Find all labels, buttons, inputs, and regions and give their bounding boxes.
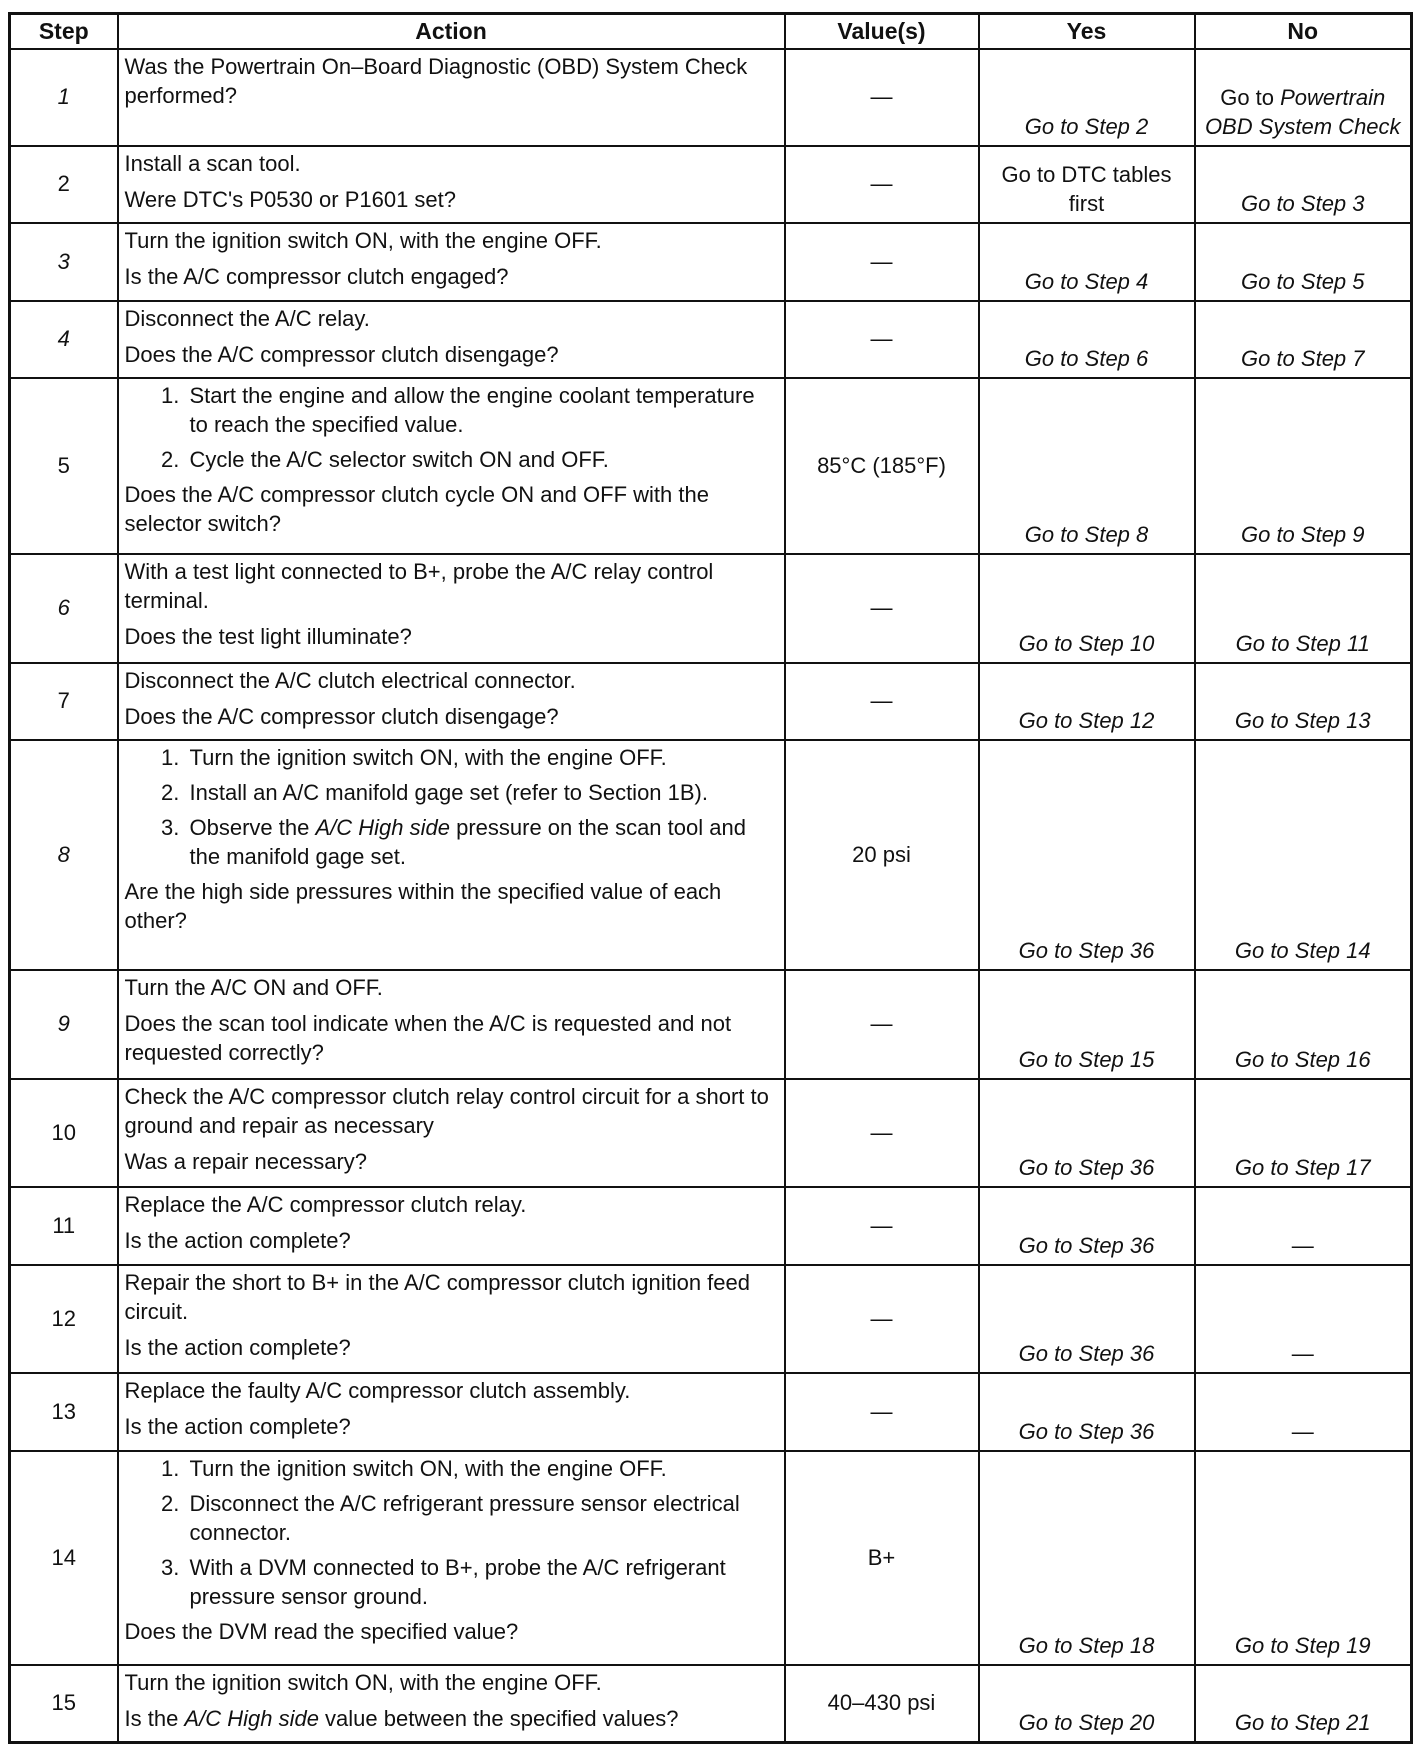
action-text: Was a repair necessary?: [124, 1148, 368, 1174]
no-result: —: [1195, 1187, 1412, 1264]
table-row: [10, 378, 1412, 554]
action-text: Does the A/C compressor clutch disengage?: [124, 341, 559, 367]
yes-result: Go to Step 36: [979, 1187, 1195, 1264]
diagnostic-table: [8, 12, 1413, 1744]
value-cell: —: [785, 663, 979, 740]
step-number: 13: [10, 1373, 118, 1450]
table-row: [10, 146, 1412, 223]
step-number: 3: [10, 223, 118, 300]
yes-result: Go to Step 6: [979, 301, 1195, 378]
action-cell: [118, 970, 785, 1079]
action-text: Does the scan tool indicate when the A/C is requested and not requested correctly?: [124, 1011, 732, 1066]
value-cell: —: [785, 146, 979, 223]
no-result: —: [1195, 1373, 1412, 1450]
value-cell: —: [785, 1187, 979, 1264]
value-cell: —: [785, 301, 979, 378]
action-list-item: 1. Turn the ignition switch ON, with the engine OFF.: [186, 1454, 779, 1483]
no-result: Go to Step 13: [1195, 663, 1412, 740]
action-steps-list: [125, 1454, 779, 1611]
action-steps-list: [125, 743, 779, 871]
no-result: —: [1195, 1265, 1412, 1374]
yes-result: Go to Step 36: [979, 1079, 1195, 1188]
action-text: Check the A/C compressor clutch relay control circuit for a short to ground and repair as necessary: [124, 1083, 769, 1138]
value-cell: —: [785, 1265, 979, 1374]
step-number: 7: [10, 663, 118, 740]
action-text: Does the test light illuminate?: [124, 624, 412, 650]
action-list-item: 2. Disconnect the A/C refrigerant pressure sensor electrical connector.: [186, 1489, 779, 1547]
action-question: Does the DVM read the specified value?: [124, 1618, 519, 1644]
action-text: Turn the A/C ON and OFF.: [124, 975, 383, 1001]
no-result: Go to Step 17: [1195, 1079, 1412, 1188]
yes-result: Go to Step 36: [979, 1265, 1195, 1374]
value-cell: 85°C (185°F): [785, 378, 979, 554]
action-cell: [118, 146, 785, 223]
table-body: [10, 49, 1412, 1743]
action-text: Does the A/C compressor clutch disengage?: [124, 703, 559, 729]
table-row: [10, 1265, 1412, 1374]
action-cell: [118, 223, 785, 300]
action-cell: [118, 1451, 785, 1665]
action-cell: [118, 1265, 785, 1374]
yes-result: Go to Step 10: [979, 554, 1195, 663]
step-number: 8: [10, 740, 118, 970]
action-cell: [118, 1079, 785, 1188]
value-cell: 40–430 psi: [785, 1665, 979, 1743]
step-number: 14: [10, 1451, 118, 1665]
table-row: [10, 1665, 1412, 1743]
action-text: Install a scan tool.: [124, 150, 301, 176]
yes-result: Go to Step 8: [979, 378, 1195, 554]
action-text: Turn the ignition switch ON, with the engine OFF.: [124, 1669, 602, 1695]
action-list-item: 1. Turn the ignition switch ON, with the engine OFF.: [186, 743, 779, 772]
value-cell: 20 psi: [785, 740, 979, 970]
table-row: [10, 1187, 1412, 1264]
yes-result: Go to Step 4: [979, 223, 1195, 300]
step-number: 4: [10, 301, 118, 378]
action-cell: [118, 663, 785, 740]
no-result: Go to Step 19: [1195, 1451, 1412, 1665]
no-result: Go to Step 16: [1195, 970, 1412, 1079]
action-cell: [118, 740, 785, 970]
action-text: Disconnect the A/C clutch electrical connector.: [124, 667, 576, 693]
action-text: Disconnect the A/C relay.: [124, 305, 370, 331]
action-text: Is the action complete?: [124, 1228, 351, 1254]
action-text: Is the action complete?: [124, 1414, 351, 1440]
action-list-item: 2. Cycle the A/C selector switch ON and OFF.: [186, 445, 779, 474]
step-number: 9: [10, 970, 118, 1079]
value-cell: —: [785, 1079, 979, 1188]
no-result: Go to Step 3: [1195, 146, 1412, 223]
header-action: Action: [118, 14, 785, 50]
value-cell: —: [785, 554, 979, 663]
no-result: Go to Step 9: [1195, 378, 1412, 554]
table-row: [10, 223, 1412, 300]
action-list-item: 2. Install an A/C manifold gage set (refer to Section 1B).: [186, 778, 779, 807]
action-cell: [118, 1187, 785, 1264]
action-text: Were DTC's P0530 or P1601 set?: [124, 186, 457, 212]
value-cell: —: [785, 1373, 979, 1450]
no-result: Go to Step 5: [1195, 223, 1412, 300]
table-row: [10, 301, 1412, 378]
no-result: Go to Step 21: [1195, 1665, 1412, 1743]
action-text: Is the action complete?: [124, 1334, 351, 1360]
header-yes: Yes: [979, 14, 1195, 50]
action-list-item: 3. With a DVM connected to B+, probe the A/C refrigerant pressure sensor ground.: [186, 1553, 779, 1611]
action-text: Replace the A/C compressor clutch relay.: [124, 1192, 527, 1218]
table-row: [10, 1451, 1412, 1665]
no-result: Go to Step 7: [1195, 301, 1412, 378]
header-step: Step: [10, 14, 118, 50]
yes-result: Go to Step 15: [979, 970, 1195, 1079]
step-number: 2: [10, 146, 118, 223]
action-cell: [118, 554, 785, 663]
yes-result: Go to Step 2: [979, 49, 1195, 146]
action-text: Turn the ignition switch ON, with the engine OFF.: [124, 228, 602, 254]
no-result: Go to Step 11: [1195, 554, 1412, 663]
value-cell: —: [785, 49, 979, 146]
action-text: Repair the short to B+ in the A/C compressor clutch ignition feed circuit.: [124, 1269, 750, 1324]
action-text: Is the A/C compressor clutch engaged?: [124, 264, 509, 290]
action-text: Was the Powertrain On–Board Diagnostic (OBD) System Check performed?: [124, 54, 748, 108]
action-cell: [118, 378, 785, 554]
action-text: With a test light connected to B+, probe the A/C relay control terminal.: [124, 559, 714, 614]
value-cell: —: [785, 970, 979, 1079]
step-number: 6: [10, 554, 118, 663]
action-cell: [118, 1373, 785, 1450]
yes-result: Go to DTC tables first: [979, 146, 1195, 223]
yes-result: Go to Step 20: [979, 1665, 1195, 1743]
action-list-item: 3. Observe the A/C High side pressure on the scan tool and the manifold gage set.: [186, 813, 779, 871]
step-number: 15: [10, 1665, 118, 1743]
action-text: Replace the faulty A/C compressor clutch assembly.: [124, 1378, 631, 1404]
yes-result: Go to Step 18: [979, 1451, 1195, 1665]
header-value: Value(s): [785, 14, 979, 50]
action-steps-list: [125, 381, 779, 474]
header-row: [10, 14, 1412, 50]
action-cell: [118, 49, 785, 146]
table-row: [10, 663, 1412, 740]
header-no: No: [1195, 14, 1412, 50]
table-row: [10, 740, 1412, 970]
value-cell: B+: [785, 1451, 979, 1665]
action-cell: [118, 301, 785, 378]
step-number: 12: [10, 1265, 118, 1374]
yes-result: Go to Step 12: [979, 663, 1195, 740]
step-number: 1: [10, 49, 118, 146]
action-cell: [118, 1665, 785, 1743]
no-result: Go to Step 14: [1195, 740, 1412, 970]
no-result: Go to Powertrain OBD System Check: [1195, 49, 1412, 146]
action-question: Does the A/C compressor clutch cycle ON and OFF with the selector switch?: [124, 481, 709, 536]
yes-result: Go to Step 36: [979, 1373, 1195, 1450]
action-list-item: 1. Start the engine and allow the engine coolant temperature to reach the specified value.: [186, 381, 779, 439]
yes-result: Go to Step 36: [979, 740, 1195, 970]
table-row: [10, 49, 1412, 146]
step-number: 11: [10, 1187, 118, 1264]
step-number: 10: [10, 1079, 118, 1188]
table-row: [10, 1373, 1412, 1450]
step-number: 5: [10, 378, 118, 554]
action-question: Are the high side pressures within the specified value of each other?: [124, 879, 722, 934]
table-row: [10, 554, 1412, 663]
action-text: Is the A/C High side value between the specified values?: [124, 1705, 679, 1731]
table-row: [10, 1079, 1412, 1188]
table-row: [10, 970, 1412, 1079]
value-cell: —: [785, 223, 979, 300]
